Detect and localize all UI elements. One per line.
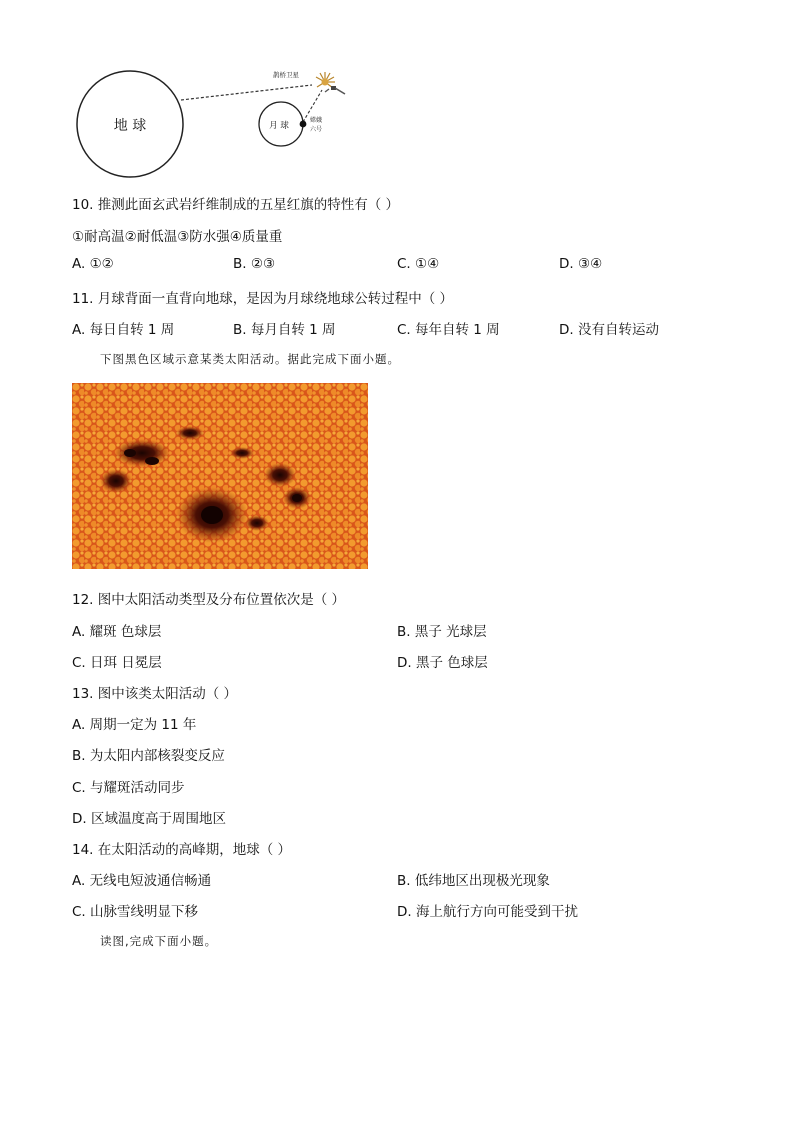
q14-option-b[interactable]: B. 低纬地区出现极光现象 bbox=[397, 873, 550, 889]
q10-option-a[interactable]: A. ①② bbox=[72, 256, 114, 272]
q14-option-a[interactable]: A. 无线电短波通信畅通 bbox=[72, 873, 212, 889]
q14-option-c[interactable]: C. 山脉雪线明显下移 bbox=[72, 904, 199, 920]
intro-read-figure: 读图,完成下面小题。 bbox=[100, 934, 218, 948]
q11-option-d[interactable]: D. 没有自转运动 bbox=[559, 322, 659, 338]
sunspot-image bbox=[72, 383, 368, 569]
q12-option-a[interactable]: A. 耀斑 色球层 bbox=[72, 624, 162, 640]
q11-option-a[interactable]: A. 每日自转 1 周 bbox=[72, 322, 175, 338]
satellite-label: 鹊桥卫星 bbox=[273, 71, 299, 79]
q13-option-a[interactable]: A. 周期一定为 11 年 bbox=[72, 717, 197, 733]
earth-moon-diagram bbox=[60, 60, 370, 185]
q14-option-d[interactable]: D. 海上航行方向可能受到干扰 bbox=[397, 904, 578, 920]
earth-satellite-link bbox=[181, 85, 312, 100]
q12-option-b[interactable]: B. 黑子 光球层 bbox=[397, 624, 487, 640]
q13-stem: 13. 图中该类太阳活动（ ） bbox=[72, 686, 238, 702]
probe-label-2: 六号 bbox=[310, 126, 323, 133]
probe-label-1: 嫦娥 bbox=[310, 117, 323, 124]
q13-option-c[interactable]: C. 与耀斑活动同步 bbox=[72, 780, 185, 796]
intro-sunspot: 下图黑色区域示意某类太阳活动。据此完成下面小题。 bbox=[100, 352, 400, 366]
q12-option-c[interactable]: C. 日珥 日冕层 bbox=[72, 655, 162, 671]
q13-option-b[interactable]: B. 为太阳内部核裂变反应 bbox=[72, 748, 225, 764]
q10-option-b[interactable]: B. ②③ bbox=[233, 256, 276, 272]
q12-option-d[interactable]: D. 黑子 色球层 bbox=[397, 655, 488, 671]
q11-option-b[interactable]: B. 每月自转 1 周 bbox=[233, 322, 336, 338]
q10-statements: ①耐高温②耐低温③防水强④质量重 bbox=[72, 229, 283, 245]
probe-dot bbox=[300, 121, 307, 128]
q10-option-d[interactable]: D. ③④ bbox=[559, 256, 603, 272]
q11-option-c[interactable]: C. 每年自转 1 周 bbox=[397, 322, 500, 338]
q11-stem: 11. 月球背面一直背向地球，是因为月球绕地球公转过程中（ ） bbox=[72, 291, 454, 307]
moon-label: 月 球 bbox=[269, 121, 289, 131]
q14-stem: 14. 在太阳活动的高峰期，地球（ ） bbox=[72, 842, 292, 858]
q10-stem: 10. 推测此面玄武岩纤维制成的五星红旗的特性有（ ） bbox=[72, 197, 400, 213]
q12-stem: 12. 图中太阳活动类型及分布位置依次是（ ） bbox=[72, 592, 346, 608]
q13-option-d[interactable]: D. 区域温度高于周围地区 bbox=[72, 811, 226, 827]
satellite-icon bbox=[316, 72, 345, 94]
earth-label: 地 球 bbox=[113, 118, 147, 134]
q10-option-c[interactable]: C. ①④ bbox=[397, 256, 440, 272]
